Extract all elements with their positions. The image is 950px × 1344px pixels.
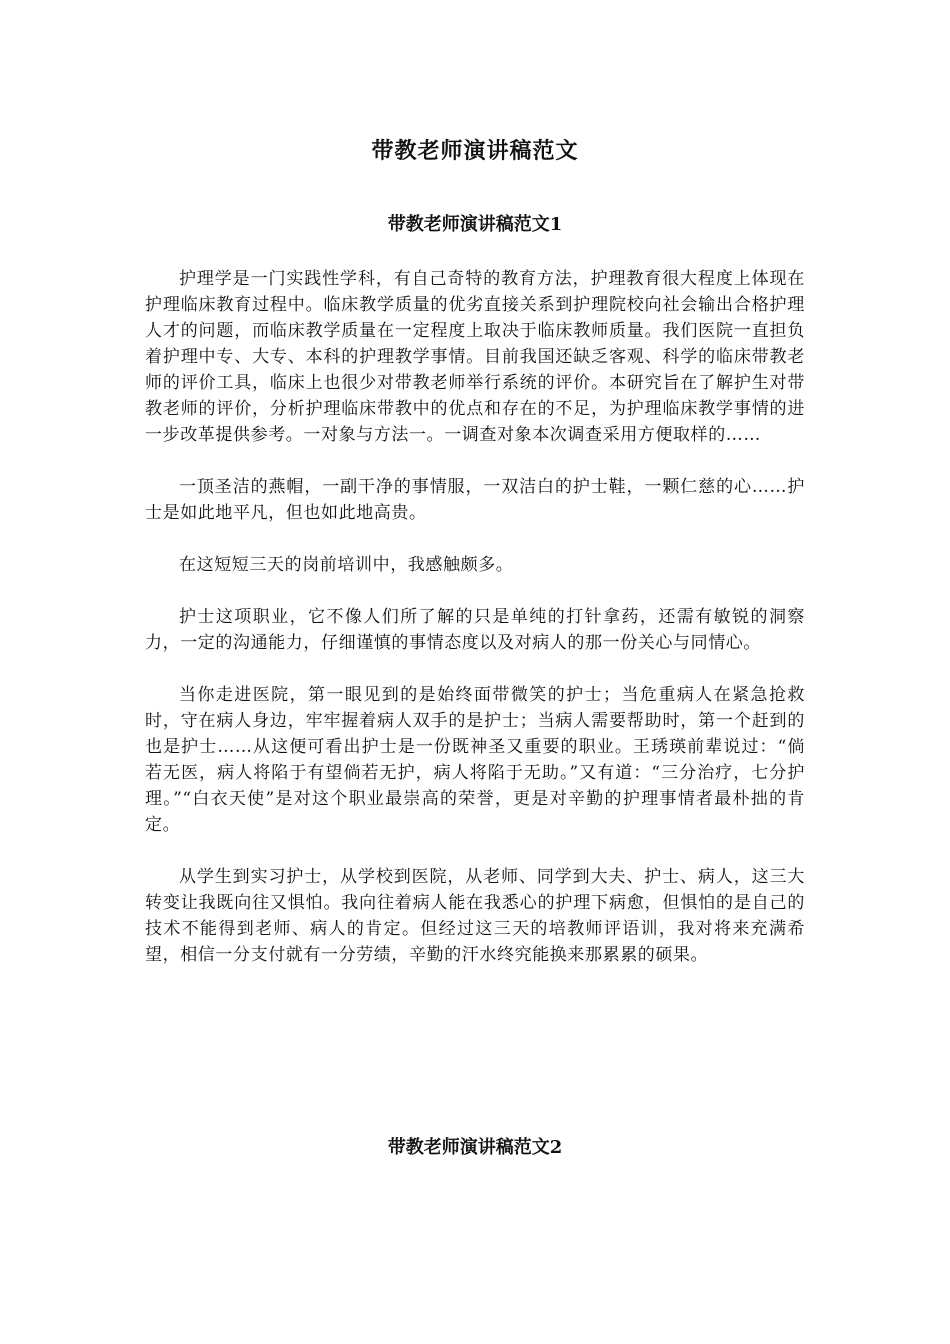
document-title: 带教老师演讲稿范文 <box>371 138 579 164</box>
paragraph: 护理学是一门实践性学科，有自己奇特的教育方法，护理教育很大程度上体现在护理临床教育过程中。临床教学质量的优劣直接关系到护理院校向社会输出合格护理人才的问题，而临床教学质量在一定程度上取决于临床教师质量。我们医院一直担负着护理中专、大专、本科的护理教学事情。目前我国还缺乏客观、科学的临床带教老师的评价工具，临床上也很少对带教老师举行系统的评价。本研究旨在了解护生对带教老师的评价，分析护理临床带教中的优点和存在的不足，为护理临床教学事情的进一步改革提供参考。一对象与方法一。一调查对象本次调查采用方便取样的…… <box>145 269 805 445</box>
section-heading-2: 带教老师演讲稿范文2 <box>387 1137 563 1158</box>
section-heading-1: 带教老师演讲稿范文1 <box>387 214 563 235</box>
paragraph: 一顶圣洁的燕帽，一副干净的事情服，一双洁白的护士鞋，一颗仁慈的心……护士是如此地平凡，但也如此地高贵。 <box>145 477 805 523</box>
paragraph: 当你走进医院，第一眼见到的是始终面带微笑的护士；当危重病人在紧急抢救时，守在病人身边，牢牢握着病人双手的是护士；当病人需要帮助时，第一个赶到的也是护士……从这便可看出护士是一份既神圣又重要的职业。王琇瑛前辈说过：“倘若无医，病人将陷于有望倘若无护，病人将陷于无助。”又有道：“三分治疗，七分护理。”“白衣天使”是对这个职业最崇高的荣誉，更是对辛勤的护理事情者最朴拙的肯定。 <box>145 685 805 835</box>
paragraph: 从学生到实习护士，从学校到医院，从老师、同学到大夫、护士、病人，这三大转变让我既向往又惧怕。我向往着病人能在我悉心的护理下病愈，但惧怕的是自己的技术不能得到老师、病人的肯定。但经过这三天的培教师评语训，我对将来充满希望，相信一分支付就有一分劳绩，辛勤的汗水终究能换来那累累的硕果。 <box>145 867 805 965</box>
section-1-body <box>145 266 805 994</box>
paragraph: 在这短短三天的岗前培训中，我感触颇多。 <box>179 555 514 575</box>
paragraph: 护士这项职业，它不像人们所了解的只是单纯的打针拿药，还需有敏锐的洞察力，一定的沟通能力，仔细谨慎的事情态度以及对病人的那一份关心与同情心。 <box>145 607 805 653</box>
